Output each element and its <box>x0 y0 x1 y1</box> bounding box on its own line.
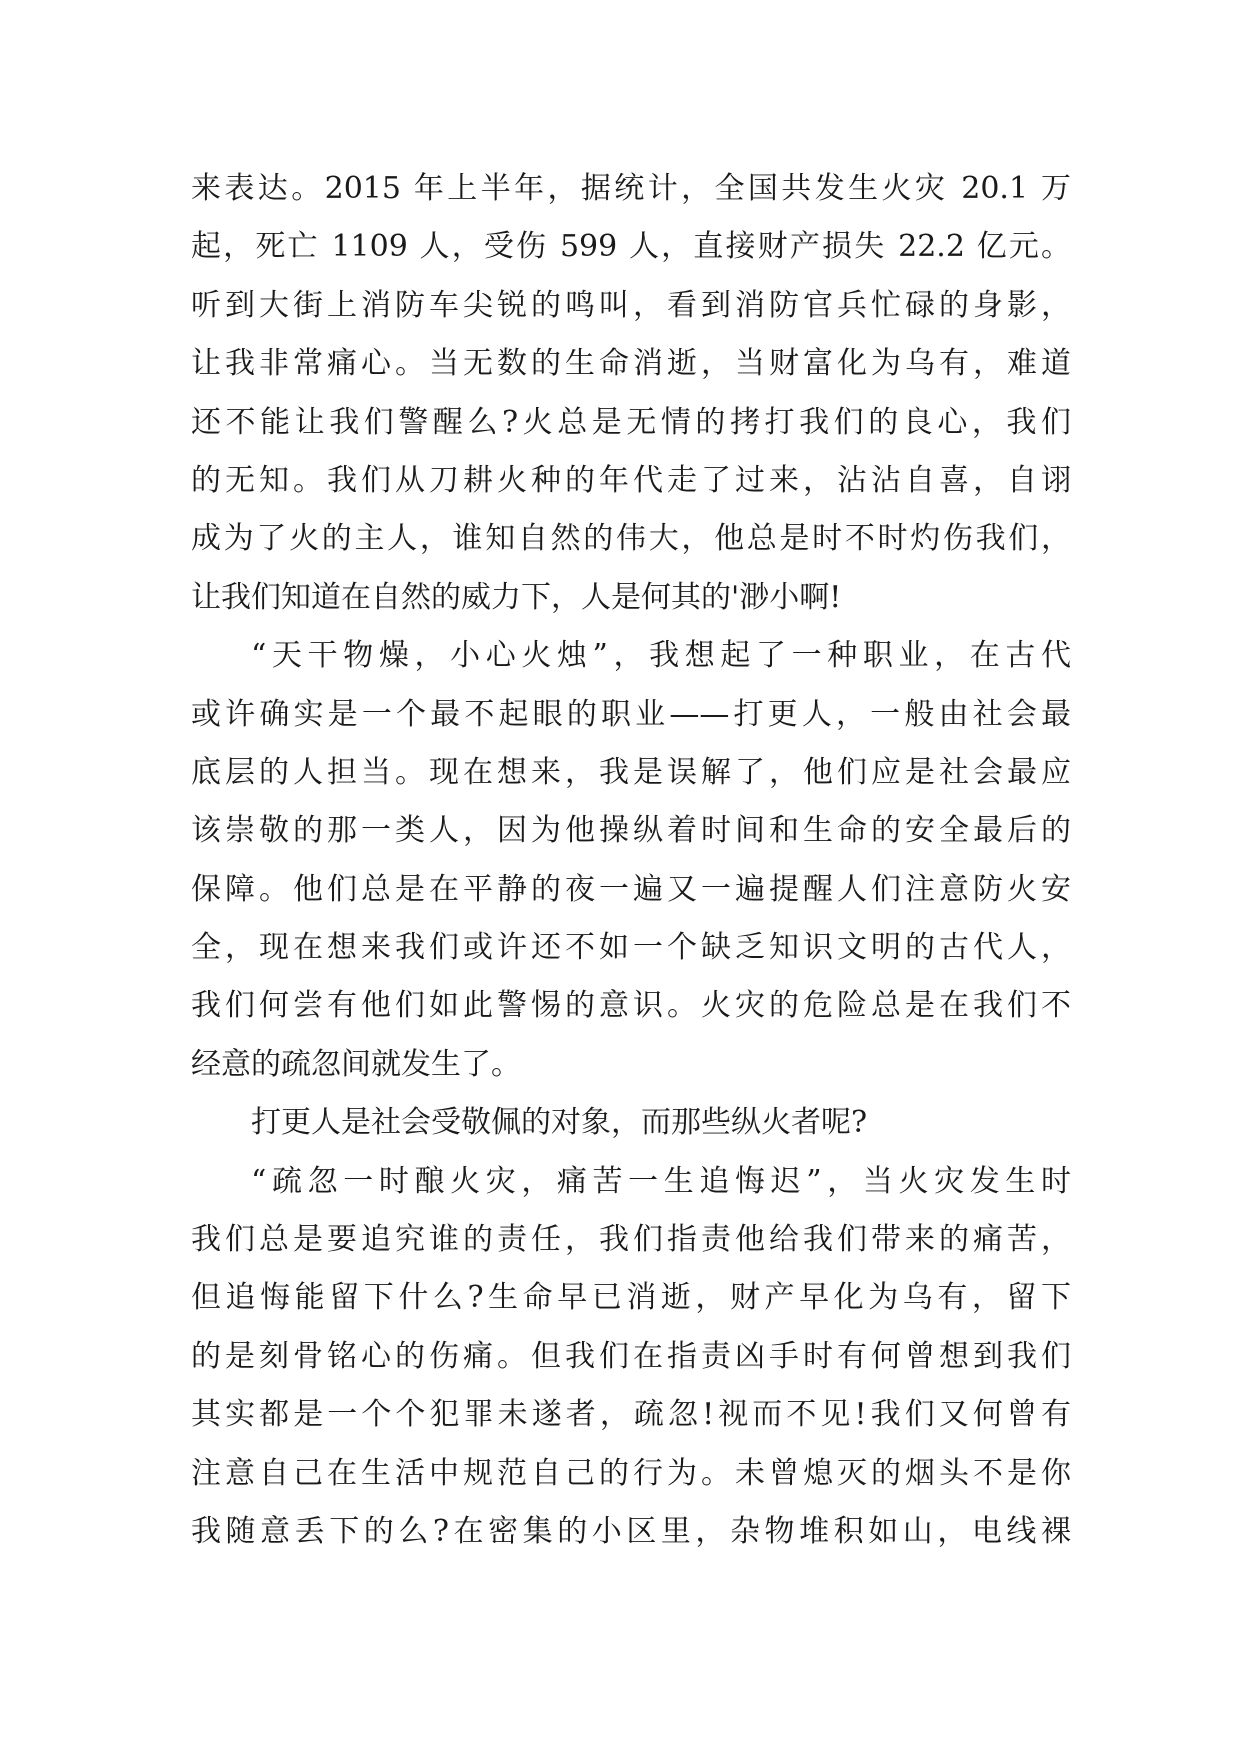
text-line: 其实都是一个个犯罪未遂者，疏忽!视而不见!我们又何曾有 <box>191 1397 1071 1433</box>
text-line: 我们总是要追究谁的责任，我们指责他给我们带来的痛苦， <box>191 1222 1071 1258</box>
text-line: 经意的疏忽间就发生了。 <box>191 1046 521 1082</box>
text-line: 但追悔能留下什么?生命早已消逝，财产早化为乌有，留下 <box>191 1280 1071 1316</box>
text-line: 的是刻骨铭心的伤痛。但我们在指责凶手时有何曾想到我们 <box>191 1338 1071 1374</box>
text-line: 来表达。2015 年上半年，据统计，全国共发生火灾 20.1 万 <box>191 171 1071 206</box>
text-line: 该崇敬的那一类人，因为他操纵着时间和生命的安全最后的 <box>191 813 1071 849</box>
text-line: 听到大街上消防车尖锐的鸣叫，看到消防官兵忙碌的身影， <box>191 287 1071 323</box>
text-line: 让我非常痛心。当无数的生命消逝，当财富化为乌有，难道 <box>191 346 1071 382</box>
text-line: 让我们知道在自然的威力下，人是何其的'渺小啊! <box>191 579 842 615</box>
text-line: 还不能让我们警醒么?火总是无情的拷打我们的良心，我们 <box>191 404 1071 440</box>
body-text <box>191 160 1071 1561</box>
paragraph-start-line: “天干物燥，小心火烛”，我想起了一种职业，在古代 <box>251 638 1071 674</box>
text-line: 成为了火的主人，谁知自然的伟大，他总是时不时灼伤我们， <box>191 521 1071 557</box>
text-line: 或许确实是一个最不起眼的职业——打更人，一般由社会最 <box>191 696 1071 732</box>
paragraph-start-line: 打更人是社会受敬佩的对象，而那些纵火者呢? <box>251 1105 868 1141</box>
text-line: 的无知。我们从刀耕火种的年代走了过来，沾沾自喜，自诩 <box>191 462 1071 498</box>
text-line: 底层的人担当。现在想来，我是误解了，他们应是社会最应 <box>191 754 1071 790</box>
text-line: 起，死亡 1109 人，受伤 599 人，直接财产损失 22.2 亿元。 <box>191 229 1071 265</box>
text-line: 我随意丢下的么?在密集的小区里，杂物堆积如山，电线裸 <box>191 1513 1071 1549</box>
text-line: 注意自己在生活中规范自己的行为。未曾熄灭的烟头不是你 <box>191 1455 1071 1491</box>
text-line: 我们何尝有他们如此警惕的意识。火灾的危险总是在我们不 <box>191 988 1071 1024</box>
text-line: 保障。他们总是在平静的夜一遍又一遍提醒人们注意防火安 <box>191 871 1071 907</box>
text-line: 全，现在想来我们或许还不如一个缺乏知识文明的古代人， <box>191 930 1071 966</box>
paragraph-start-line: “疏忽一时酿火灾，痛苦一生追悔迟”，当火灾发生时 <box>251 1163 1071 1199</box>
